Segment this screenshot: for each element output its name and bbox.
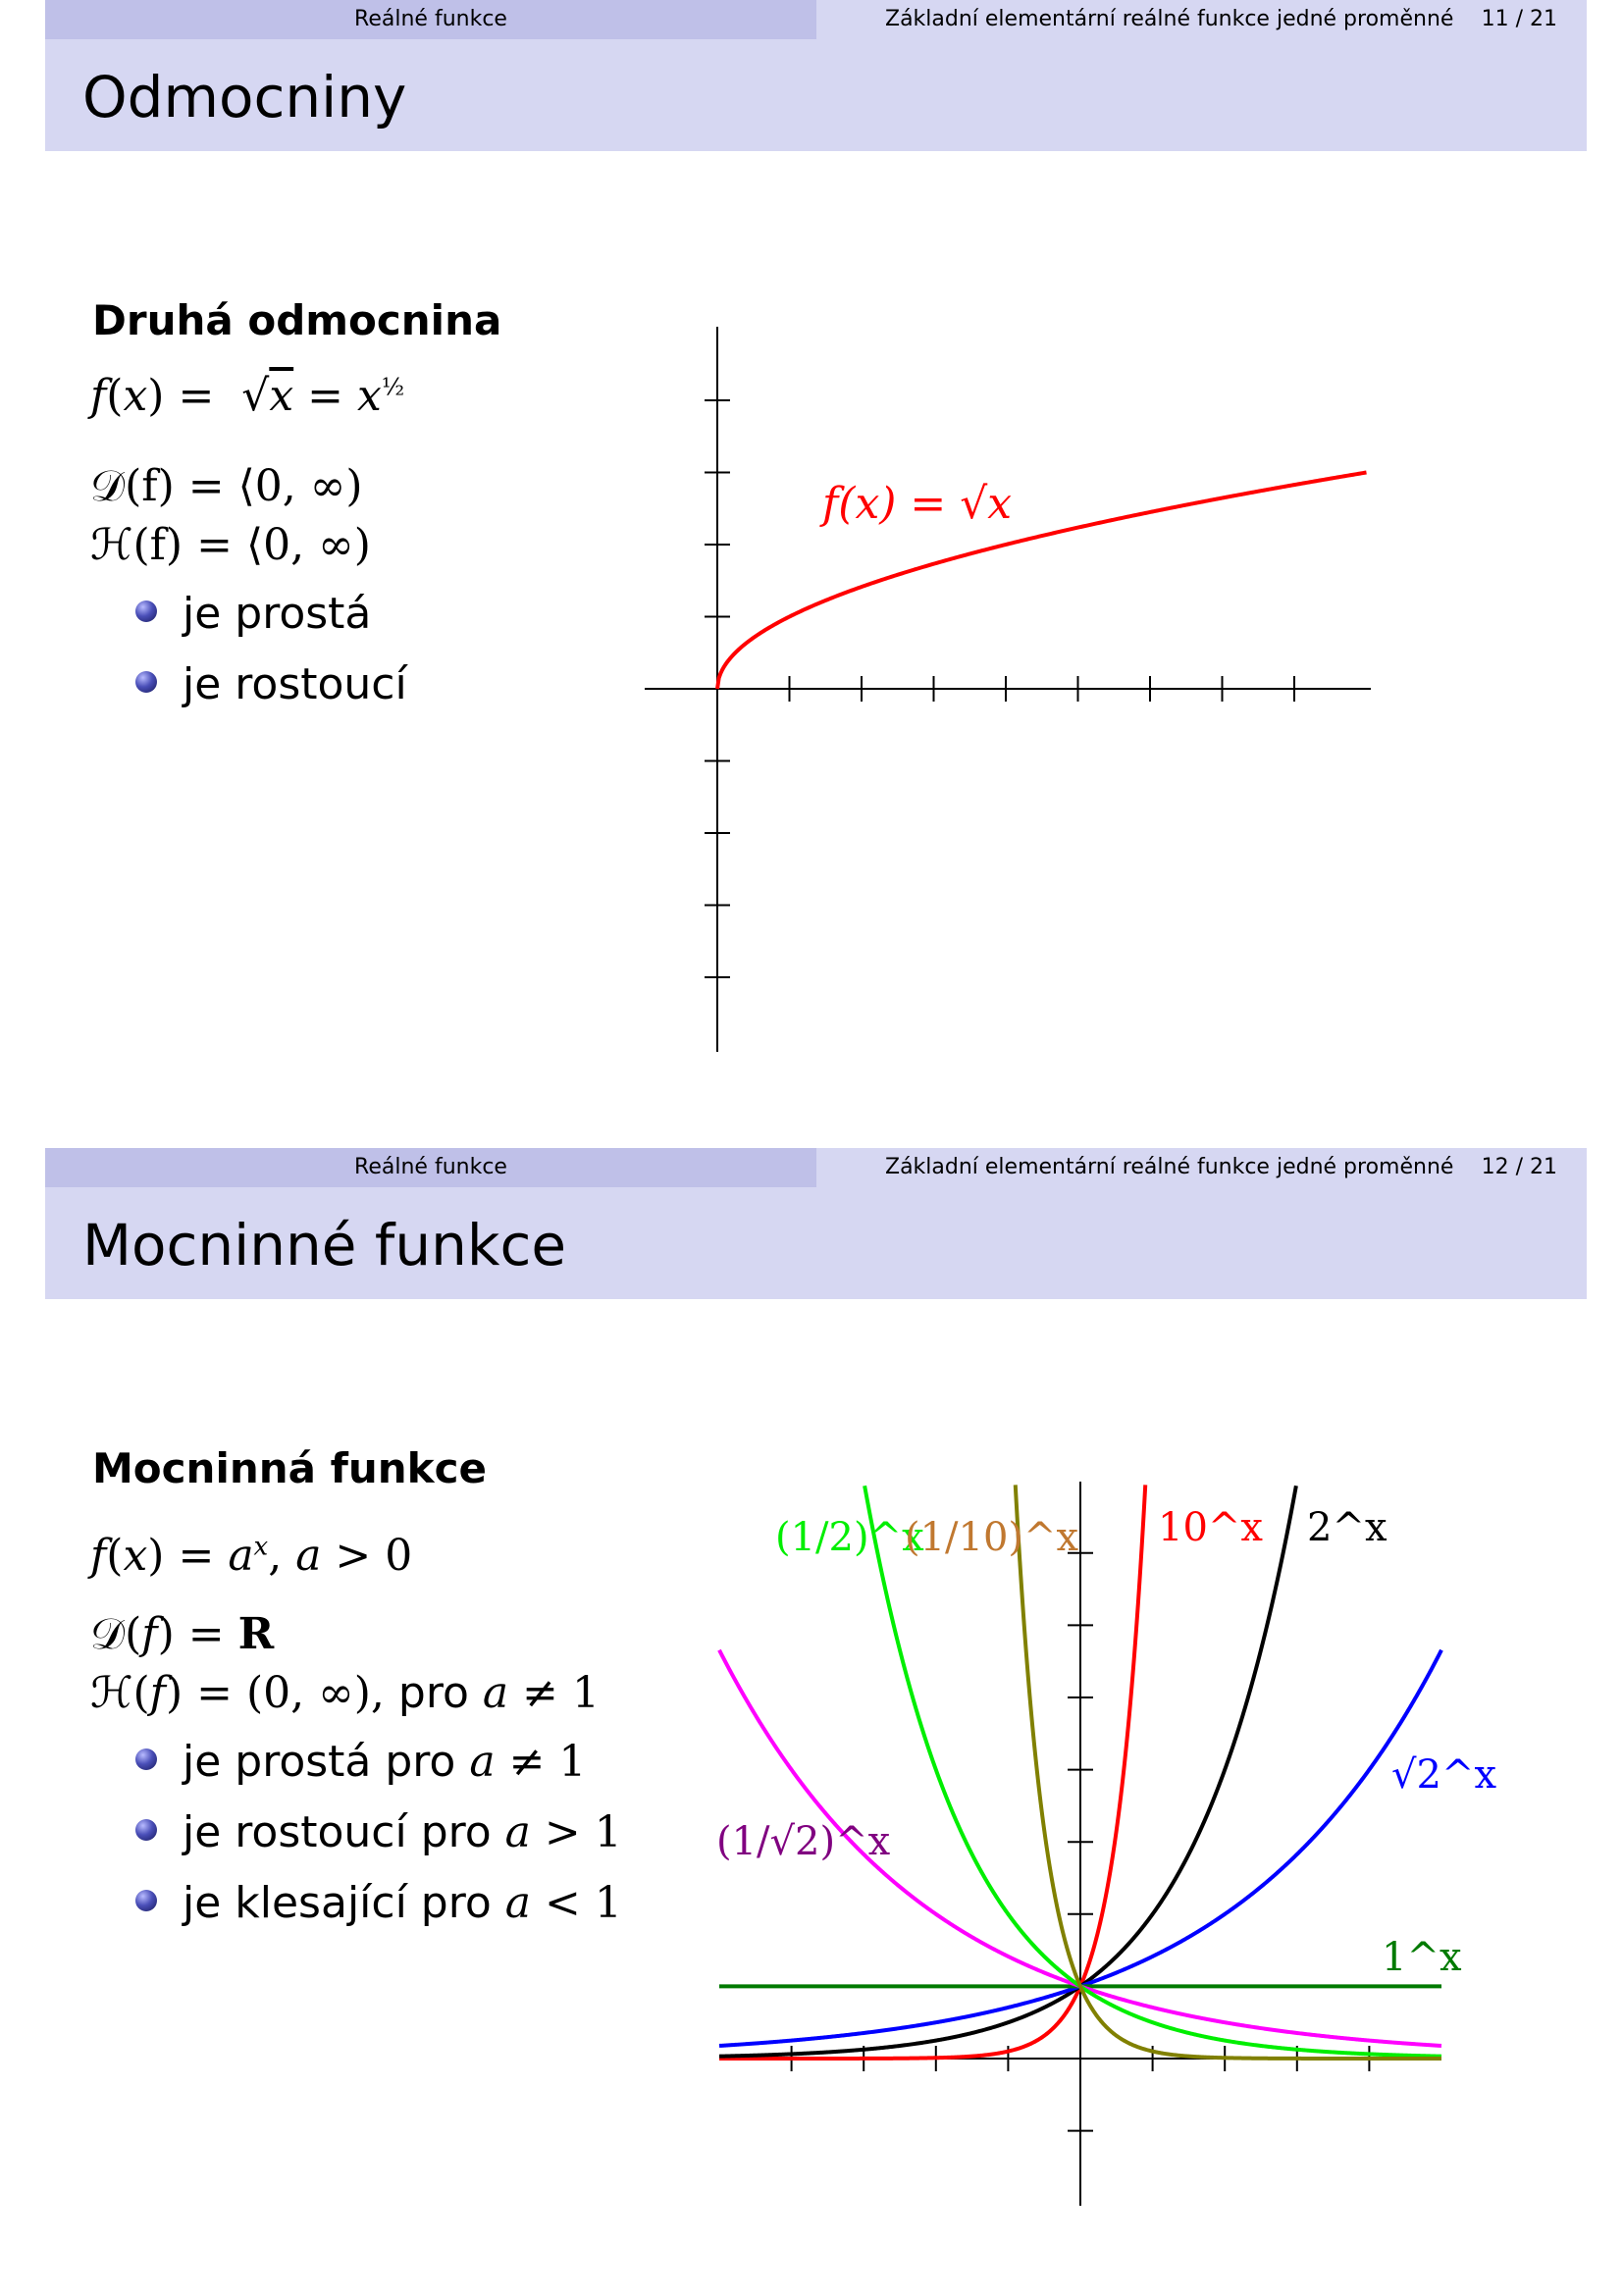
exponential-plot [0,1148,1623,2296]
series-label: (1/10)^x [905,1515,1079,1560]
header-section: Reálné funkce [45,0,816,39]
slide-11: Reálné funkce Základní elementární reálné funkce jedné proměnné 11 / 21 Odmocniny Druhá odmocnina $f(x) = √x = x^{\frac{1}{2}}$ 𝒟(f) = ⟨0, ∞) ℋ(f) = ⟨0, ∞) je prostá je rostoucí f(x) = √x [0,0,1623,1148]
page-number: 11 / 21 [1481,7,1557,31]
block-title: Druhá odmocnina [92,296,502,344]
series-label: (1/2)^x [775,1515,924,1560]
series-label: f(x) = √x [822,479,1013,529]
formula: $f(x) = √x = x^{\frac{1}{2}}$ [90,371,405,421]
header-subsection: Základní elementární reálné funkce jedné proměnné [885,7,1454,31]
domain: 𝒟(f) = R [90,1609,275,1659]
curve-base-10 [719,1485,1145,2059]
domain: 𝒟(f) = ⟨0, ∞) [90,461,363,511]
page-number: 12 / 21 [1481,1155,1557,1179]
curve-base-2 [719,1486,1296,2056]
series-label: (1/√2)^x [716,1819,891,1864]
slide-12: Reálné funkce Základní elementární reálné funkce jedné proměnné 12 / 21 Mocninné funkce Mocninná funkce $f(x) = a^x$, a > 0 𝒟(f) = R ℋ(f) = (0, ∞), pro a ≠ 1 je prostá pro a ≠ 1 je rostoucí pro a > 1 je klesající pro a < 1 10^x 2^x √2^x 1^x (1/√2)^x (1/2)^x (1/10)^x [0,1148,1623,2296]
series-label: √2^x [1391,1752,1497,1798]
curve-base-0.1 [1016,1485,1441,2059]
block-title: Mocninná funkce [92,1444,487,1492]
series-label: 10^x [1158,1505,1263,1550]
formula: $f(x) = a^x$, a > 0 [90,1531,413,1581]
header-subsection: Základní elementární reálné funkce jedné proměnné [885,1155,1454,1179]
slide-title: Odmocniny [82,64,407,130]
series-label: 1^x [1382,1935,1462,1980]
range: ℋ(f) = (0, ∞), pro a ≠ 1 [90,1668,600,1718]
header-section: Reálné funkce [45,1148,816,1187]
slide-title: Mocninné funkce [82,1212,567,1278]
curve-base-0.5 [864,1486,1441,2056]
series-label: 2^x [1307,1505,1387,1550]
range: ℋ(f) = ⟨0, ∞) [90,520,371,570]
sqrt-curve [717,473,1367,690]
